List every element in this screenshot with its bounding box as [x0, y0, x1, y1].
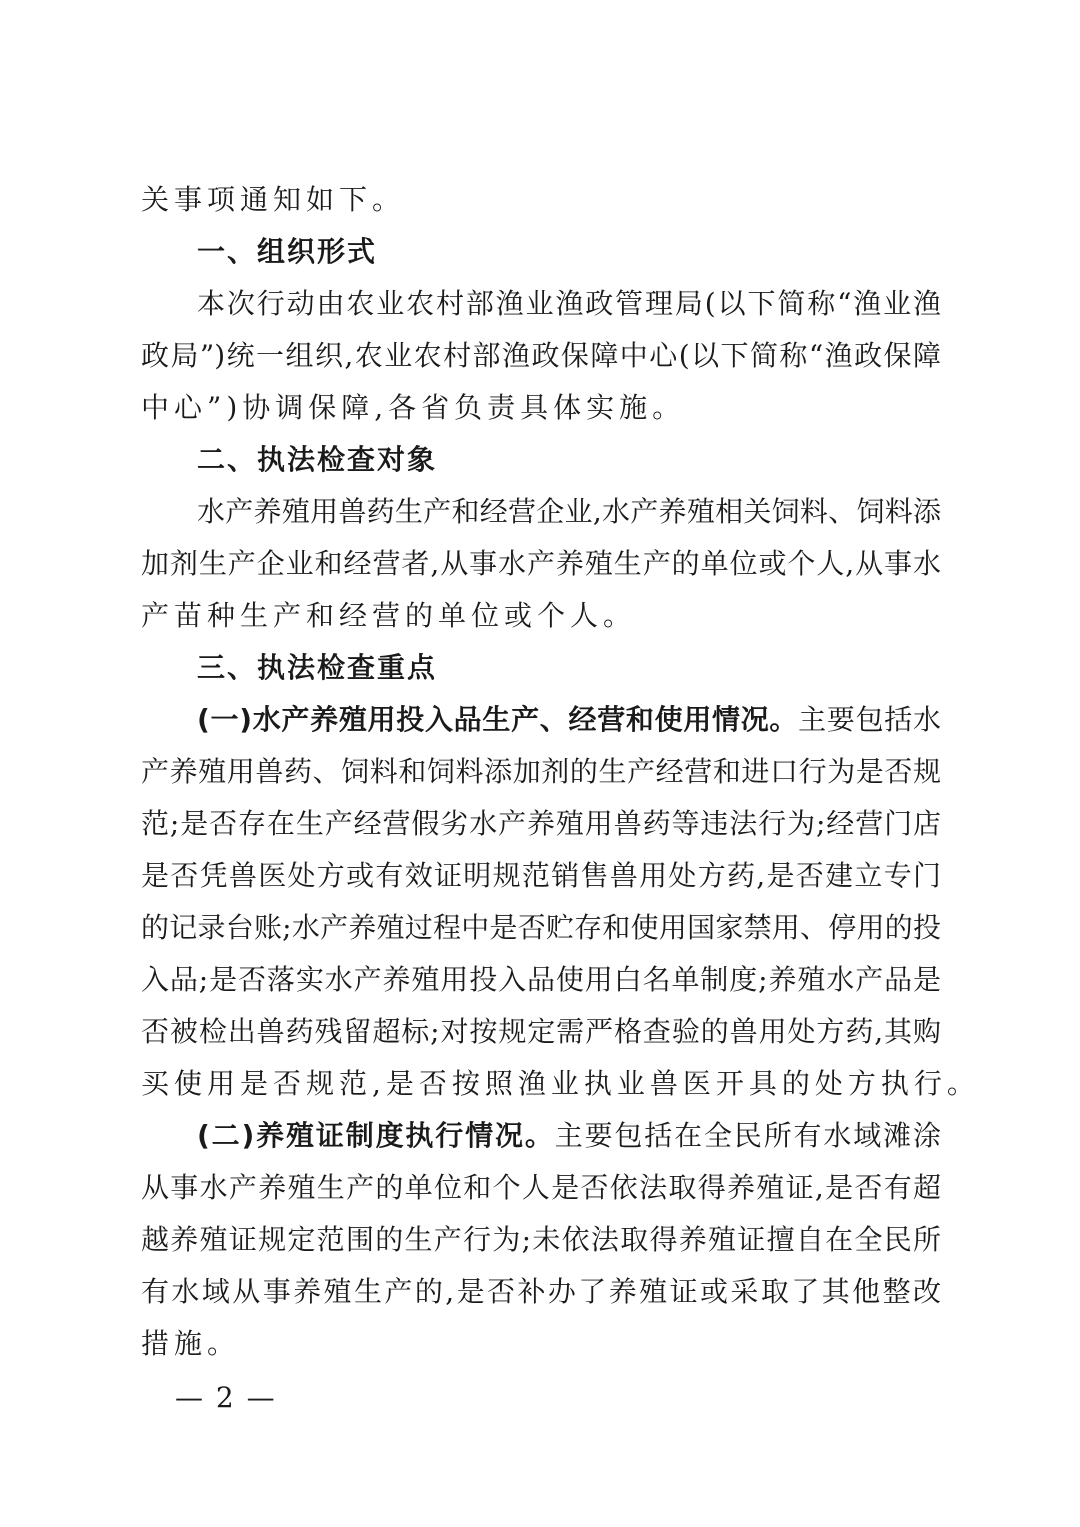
- paragraph-line: 范;是否存在生产经营假劣水产养殖用兽药等违法行为;经营门店: [141, 807, 941, 840]
- page-number: — 2 —: [175, 1381, 277, 1414]
- subheading-1: (一)水产养殖用投入品生产、经营和使用情况。: [197, 703, 799, 736]
- paragraph-line: 越养殖证规定范围的生产行为;未依法取得养殖证擅自在全民所: [141, 1223, 941, 1256]
- paragraph-line: 加剂生产企业和经营者,从事水产养殖生产的单位或个人,从事水: [141, 547, 941, 580]
- paragraph-line-mixed: [197, 1116, 941, 1156]
- paragraph-line: 措施。: [141, 1327, 241, 1360]
- paragraph-line: 水产养殖用兽药生产和经营企业,水产养殖相关饲料、饲料添: [197, 495, 941, 528]
- subheading-2: (二)养殖证制度执行情况。: [197, 1119, 555, 1152]
- paragraph-line: 关事项通知如下。: [141, 183, 406, 216]
- paragraph-line: 是否凭兽医处方或有效证明规范销售兽用处方药,是否建立专门: [141, 859, 941, 892]
- paragraph-text: 主要包括水: [798, 703, 941, 736]
- paragraph-text: 主要包括在全民所有水域滩涂: [554, 1119, 941, 1152]
- paragraph-line: 否被检出兽药残留超标;对按规定需严格查验的兽用处方药,其购: [141, 1015, 941, 1048]
- paragraph-line: 有水域从事养殖生产的,是否补办了养殖证或采取了其他整改: [141, 1275, 941, 1308]
- section-heading-2: 二、执法检查对象: [197, 443, 438, 476]
- paragraph-line: 从事水产养殖生产的单位和个人是否依法取得养殖证,是否有超: [141, 1171, 941, 1204]
- paragraph-line: 本次行动由农业农村部渔业渔政管理局(以下简称“渔业渔: [197, 287, 941, 320]
- paragraph-line: 中心”)协调保障,各省负责具体实施。: [141, 391, 686, 424]
- section-heading-1: 一、组织形式: [197, 235, 378, 268]
- section-heading-3: 三、执法检查重点: [197, 651, 438, 684]
- paragraph-line: 入品;是否落实水产养殖用投入品使用白名单制度;养殖水产品是: [141, 963, 941, 996]
- paragraph-line: 产养殖用兽药、饲料和饲料添加剂的生产经营和进口行为是否规: [141, 755, 941, 788]
- paragraph-line: 产苗种生产和经营的单位或个人。: [141, 599, 637, 632]
- paragraph-line: 政局”)统一组织,农业农村部渔政保障中心(以下简称“渔政保障: [141, 339, 941, 372]
- paragraph-line: 的记录台账;水产养殖过程中是否贮存和使用国家禁用、停用的投: [141, 911, 941, 944]
- paragraph-line-mixed: [197, 700, 941, 740]
- paragraph-line: 买使用是否规范,是否按照渔业执业兽医开具的处方执行。: [141, 1067, 980, 1100]
